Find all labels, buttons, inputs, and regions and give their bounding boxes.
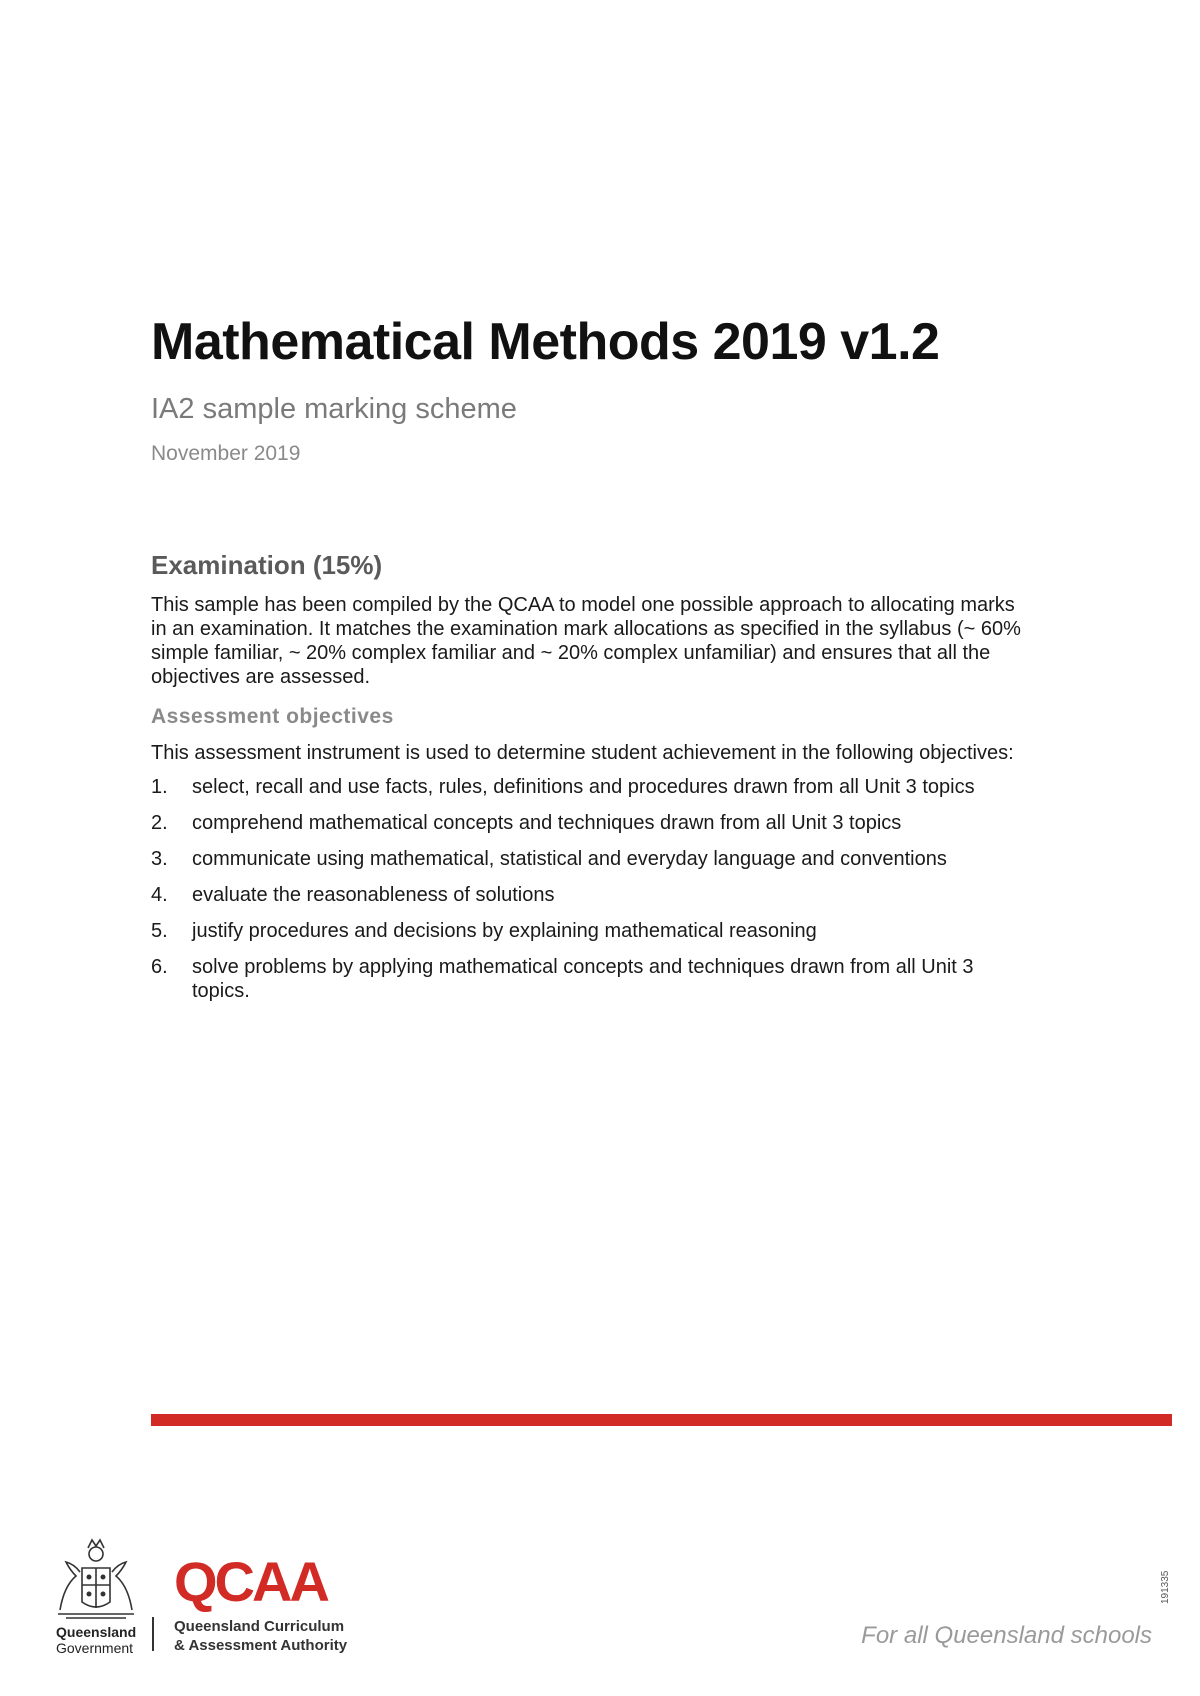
objective-text: communicate using mathematical, statistical and everyday language and conventions — [192, 848, 947, 870]
objectives-intro: This assessment instrument is used to determine student achievement in the following objectives: — [151, 742, 1014, 764]
objective-item — [151, 883, 1031, 907]
gov-line-1: Queensland — [56, 1624, 137, 1640]
queensland-government-wordmark — [56, 1624, 136, 1656]
objective-number: 3. — [151, 848, 168, 870]
objective-item — [151, 955, 1031, 1003]
objective-number: 1. — [151, 776, 168, 798]
objective-text: solve problems by applying mathematical concepts and techniques drawn from all Unit 3 topics. — [192, 956, 974, 1002]
objective-number: 6. — [151, 956, 168, 978]
main-content — [151, 550, 1031, 1015]
objective-number: 5. — [151, 920, 168, 942]
objectives-list — [151, 775, 1031, 1003]
gov-line-2: Government — [56, 1640, 134, 1656]
examination-heading: Examination (15%) — [151, 550, 383, 580]
qcaa-name-line-2: & Assessment Authority — [174, 1637, 348, 1654]
document-code: 191335 — [1160, 1570, 1171, 1604]
objective-number: 2. — [151, 812, 168, 834]
document-title: Mathematical Methods 2019 v1.2 — [151, 313, 940, 371]
footer-red-divider — [151, 1414, 1172, 1426]
logo-divider — [152, 1617, 154, 1651]
objective-item — [151, 775, 1031, 799]
objectives-heading: Assessment objectives — [151, 705, 394, 728]
objective-item — [151, 847, 1031, 871]
document-subtitle: IA2 sample marking scheme — [151, 393, 517, 425]
objective-item — [151, 811, 1031, 835]
objective-text: justify procedures and decisions by explaining mathematical reasoning — [192, 920, 817, 942]
queensland-crest-icon — [46, 1532, 146, 1622]
examination-paragraph: This sample has been compiled by the QCAA to model one possible approach to allocating marks in an examination. It matches the examination mark allocations as specified in the syllabus (~ 60% simple familiar, ~ 20% complex familiar and ~ 20% complex unfamiliar) and ensures that all the objectives are assessed. — [151, 594, 1021, 688]
objective-number: 4. — [151, 884, 168, 906]
qcaa-logo: QCAA — [174, 1550, 327, 1613]
objective-text: comprehend mathematical concepts and techniques drawn from all Unit 3 topics — [192, 812, 902, 834]
qcaa-name-line-1: Queensland Curriculum — [174, 1618, 345, 1635]
qcaa-full-name — [174, 1617, 347, 1655]
objective-item — [151, 919, 1031, 943]
objective-text: evaluate the reasonableness of solutions — [192, 884, 555, 906]
document-date: November 2019 — [151, 442, 301, 465]
footer-tagline: For all Queensland schools — [861, 1622, 1152, 1649]
objective-text: select, recall and use facts, rules, definitions and procedures drawn from all Unit 3 topics — [192, 776, 975, 798]
